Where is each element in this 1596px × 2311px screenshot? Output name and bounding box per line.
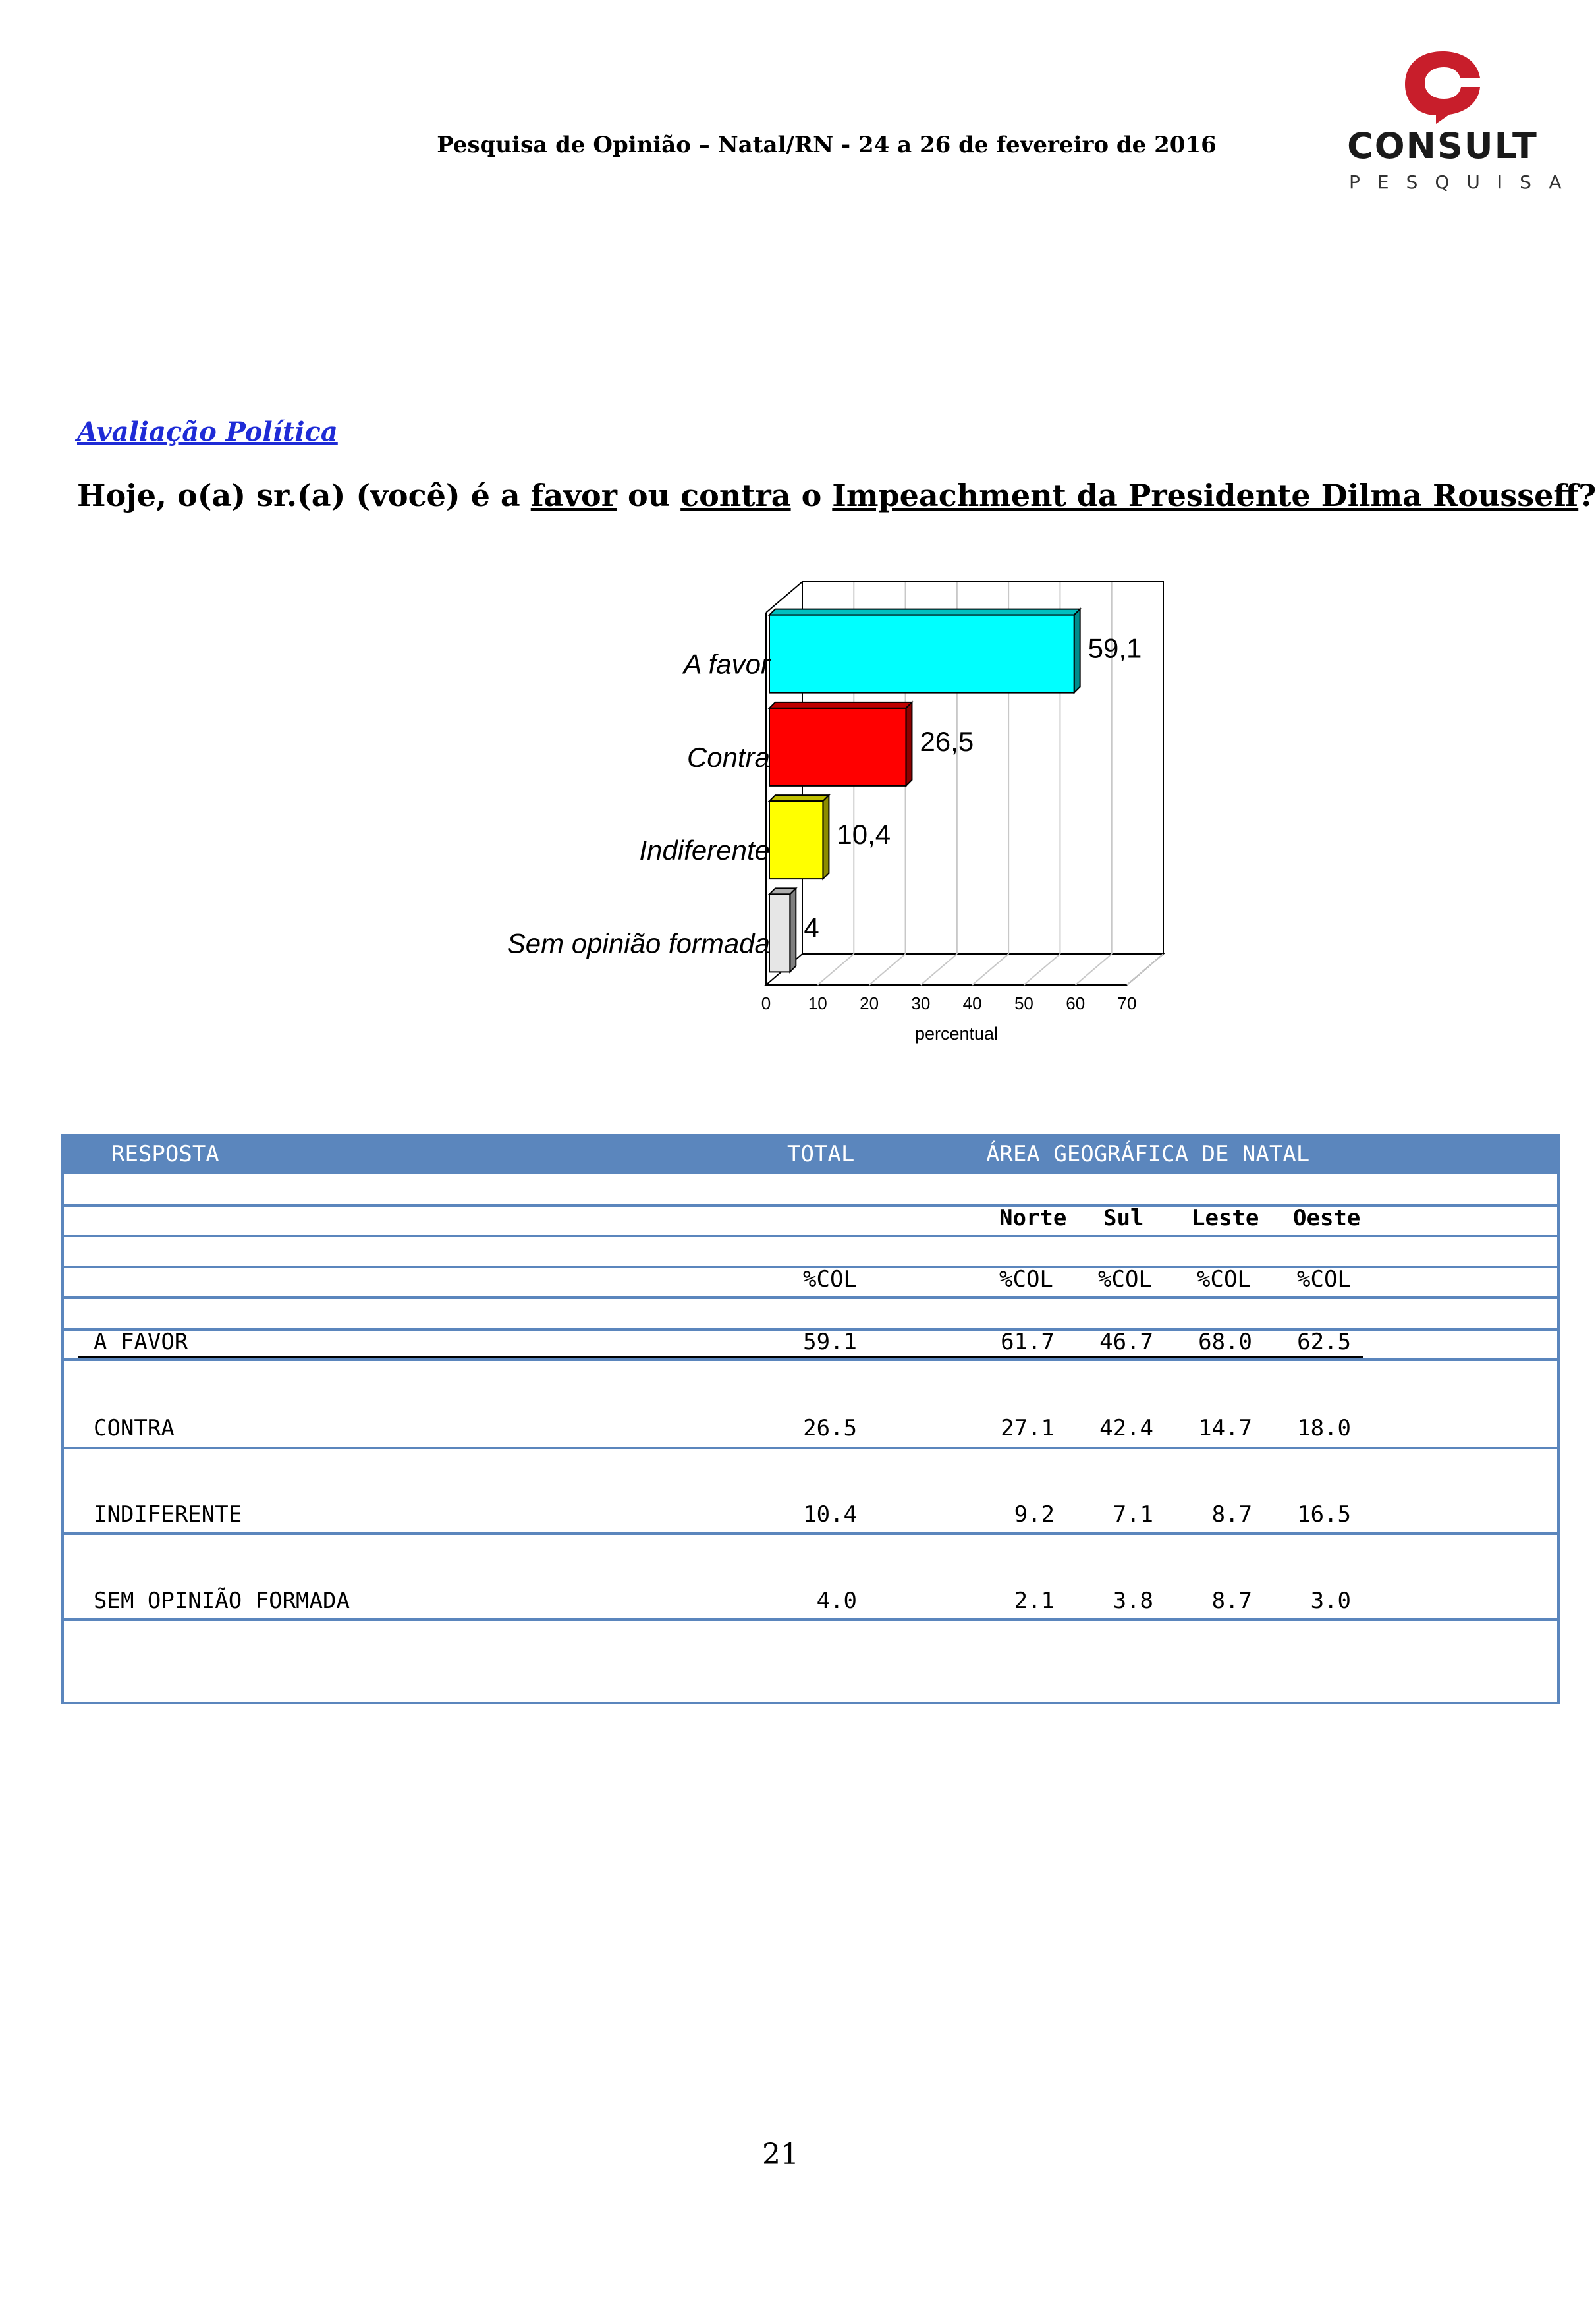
row-sul: 3.8 xyxy=(1113,1588,1153,1614)
category-label: A favor xyxy=(683,648,770,680)
chart-floor-gridline xyxy=(1127,954,1163,985)
x-tick-label: 0 xyxy=(761,993,771,1013)
chart-floor-gridline xyxy=(921,954,957,985)
category-label: Sem opinião formada xyxy=(507,928,770,959)
col-norte: Norte xyxy=(999,1205,1067,1231)
row-total: 26.5 xyxy=(803,1415,857,1441)
chart-floor-gridline xyxy=(1076,954,1112,985)
chart-floor xyxy=(766,954,1163,985)
bar-value-label: 59,1 xyxy=(1087,632,1142,664)
question-text-3: o xyxy=(790,478,833,513)
question-contra: contra xyxy=(680,478,791,513)
unit-total: %COL xyxy=(803,1266,857,1293)
row-oeste: 62.5 xyxy=(1297,1329,1351,1355)
col-sul: Sul xyxy=(1103,1205,1144,1231)
x-tick-label: 10 xyxy=(808,993,827,1013)
bar-a-favor xyxy=(769,615,1074,693)
bar-side-face xyxy=(823,795,829,879)
row-norte: 61.7 xyxy=(1001,1329,1055,1355)
x-tick-label: 20 xyxy=(860,993,879,1013)
bar-value-label: 10,4 xyxy=(837,819,891,850)
bar-value-label: 4 xyxy=(804,912,819,943)
bar-side-face xyxy=(906,702,912,786)
x-tick-label: 30 xyxy=(911,993,931,1013)
row-leste: 68.0 xyxy=(1198,1329,1252,1355)
row-sul: 46.7 xyxy=(1099,1329,1153,1355)
question-text-1: Hoje, o(a) sr.(a) (você) é a xyxy=(77,478,531,513)
row-label: INDIFERENTE xyxy=(94,1501,242,1528)
question-text-4: ? xyxy=(1578,478,1596,513)
bar-top-face xyxy=(769,609,1080,615)
page-number: 21 xyxy=(762,2138,799,2171)
row-divider xyxy=(64,1296,1557,1299)
row-label: CONTRA xyxy=(94,1415,175,1441)
row-norte: 2.1 xyxy=(1014,1588,1055,1614)
bar-indiferente xyxy=(769,801,823,879)
row-oeste: 18.0 xyxy=(1297,1415,1351,1441)
bar-value-label: 26,5 xyxy=(920,725,974,757)
logo-subtitle: PESQUISA xyxy=(1349,171,1579,193)
bar-top-face xyxy=(769,702,912,708)
category-label: Contra xyxy=(686,741,770,773)
category-label: Indiferente xyxy=(639,835,770,866)
unit-oeste: %COL xyxy=(1297,1266,1351,1293)
chart-floor-gridline xyxy=(817,954,854,985)
bar-top-face xyxy=(769,795,829,801)
row-leste: 8.7 xyxy=(1211,1588,1252,1614)
row-norte: 9.2 xyxy=(1014,1501,1055,1528)
x-tick-label: 70 xyxy=(1117,993,1137,1013)
results-table xyxy=(61,1134,1560,1704)
row-label: A FAVOR xyxy=(94,1329,188,1355)
chart-floor-gridline xyxy=(1024,954,1060,985)
row-sul: 7.1 xyxy=(1113,1501,1153,1528)
question-favor: favor xyxy=(530,478,617,513)
x-tick-label: 40 xyxy=(962,993,982,1013)
question-subject: Impeachment da Presidente Dilma Rousseff xyxy=(832,478,1579,513)
row-divider xyxy=(64,1235,1557,1237)
unit-leste: %COL xyxy=(1197,1266,1251,1293)
row-total: 4.0 xyxy=(816,1588,857,1614)
consult-logo xyxy=(1344,46,1579,193)
chart-floor-gridline xyxy=(869,954,906,985)
header-area: ÁREA GEOGRÁFICA DE NATAL xyxy=(986,1141,1310,1167)
impeachment-bar-chart xyxy=(461,580,1225,1061)
chart-wall-edge xyxy=(766,582,802,613)
col-leste: Leste xyxy=(1192,1205,1259,1231)
x-tick-label: 60 xyxy=(1066,993,1086,1013)
row-divider xyxy=(64,1171,1557,1174)
row-label: SEM OPINIÃO FORMADA xyxy=(94,1588,350,1614)
header-total: TOTAL xyxy=(787,1141,855,1167)
logo-wordmark: CONSULT xyxy=(1347,125,1538,167)
section-title-link[interactable]: Avaliação Política xyxy=(77,416,338,447)
header-resposta: RESPOSTA xyxy=(111,1141,219,1167)
row-leste: 14.7 xyxy=(1198,1415,1252,1441)
survey-question xyxy=(77,478,1596,513)
bar-sem-opini-o-formada xyxy=(769,894,790,972)
row-divider xyxy=(64,1532,1557,1535)
row-total: 59.1 xyxy=(803,1329,857,1355)
row-divider xyxy=(64,1358,1557,1361)
row-oeste: 16.5 xyxy=(1297,1501,1351,1528)
row-oeste: 3.0 xyxy=(1310,1588,1351,1614)
bar-side-face xyxy=(1074,609,1080,693)
col-oeste: Oeste xyxy=(1293,1205,1361,1231)
x-axis-title: percentual xyxy=(914,1024,999,1044)
x-tick-label: 50 xyxy=(1014,993,1033,1013)
row-sul: 42.4 xyxy=(1099,1415,1153,1441)
row-norte: 27.1 xyxy=(1001,1415,1055,1441)
bar-contra xyxy=(769,708,906,786)
bar-side-face xyxy=(790,888,796,972)
unit-sul: %COL xyxy=(1098,1266,1152,1293)
row-leste: 8.7 xyxy=(1211,1501,1252,1528)
logo-mark-icon xyxy=(1344,46,1541,125)
row-divider xyxy=(64,1447,1557,1449)
row-total: 10.4 xyxy=(803,1501,857,1528)
unit-norte: %COL xyxy=(999,1266,1053,1293)
report-header-title: Pesquisa de Opinião – Natal/RN - 24 a 26 de fevereiro de 2016 xyxy=(437,132,1217,158)
question-text-2: ou xyxy=(617,478,681,513)
chart-floor-gridline xyxy=(972,954,1008,985)
row-underline xyxy=(78,1356,1363,1358)
row-divider xyxy=(64,1618,1557,1621)
